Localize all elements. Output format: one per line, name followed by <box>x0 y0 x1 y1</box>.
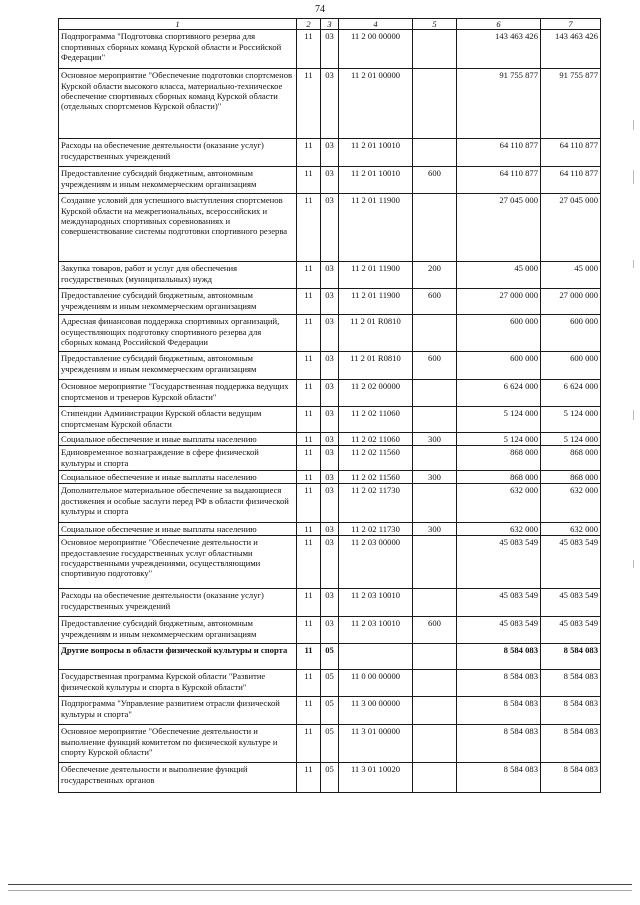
expense-type-code: 200 <box>413 262 457 289</box>
row-name: Закупка товаров, работ и услуг для обеспечения государственных (муниципальных) нужд <box>59 262 297 289</box>
table-row <box>59 167 601 194</box>
amount-col-6: 45 083 549 <box>457 536 541 589</box>
section-code: 11 <box>297 139 321 167</box>
row-name: Адресная финансовая поддержка спортивных организаций, осуществляющих подготовку спортивного резерва для сборных команд Российской Федерации <box>59 315 297 352</box>
column-header: 5 <box>413 19 457 30</box>
amount-col-6: 27 000 000 <box>457 289 541 315</box>
table-row <box>59 380 601 407</box>
target-article-code: 11 2 02 11730 <box>339 484 413 523</box>
amount-col-6: 143 463 426 <box>457 30 541 69</box>
amount-col-7: 600 000 <box>541 352 601 380</box>
scan-mark <box>633 260 634 268</box>
target-article-code: 11 2 03 10010 <box>339 589 413 617</box>
column-header: 2 <box>297 19 321 30</box>
section-code: 11 <box>297 644 321 670</box>
subsection-code: 03 <box>321 139 339 167</box>
row-name: Обеспечение деятельности и выполнение функций государственных органов <box>59 763 297 793</box>
section-code: 11 <box>297 433 321 446</box>
target-article-code: 11 2 01 00000 <box>339 69 413 139</box>
target-article-code: 11 2 01 10010 <box>339 167 413 194</box>
amount-col-7: 27 000 000 <box>541 289 601 315</box>
expense-type-code <box>413 69 457 139</box>
expense-type-code <box>413 670 457 697</box>
amount-col-7: 5 124 000 <box>541 407 601 433</box>
target-article-code: 11 2 01 11900 <box>339 289 413 315</box>
table-row <box>59 315 601 352</box>
target-article-code: 11 2 02 11730 <box>339 523 413 536</box>
subsection-code: 03 <box>321 446 339 471</box>
amount-col-7: 45 083 549 <box>541 617 601 644</box>
amount-col-6: 868 000 <box>457 471 541 484</box>
amount-col-6: 8 584 083 <box>457 725 541 763</box>
section-code: 11 <box>297 194 321 262</box>
row-name: Основное мероприятие "Обеспечение деятельности и предоставление государственных услуг областными государственными учреждениями, осуществляющими спортивную подготовку" <box>59 536 297 589</box>
target-article-code: 11 2 01 R0810 <box>339 352 413 380</box>
amount-col-6: 45 083 549 <box>457 589 541 617</box>
expense-type-code <box>413 536 457 589</box>
section-code: 11 <box>297 407 321 433</box>
section-code: 11 <box>297 697 321 725</box>
target-article-code: 11 3 00 00000 <box>339 697 413 725</box>
subsection-code: 03 <box>321 380 339 407</box>
subsection-code: 05 <box>321 725 339 763</box>
page-bottom-rule <box>8 884 632 885</box>
expense-type-code: 600 <box>413 617 457 644</box>
expense-type-code: 600 <box>413 289 457 315</box>
section-code: 11 <box>297 69 321 139</box>
amount-col-6: 91 755 877 <box>457 69 541 139</box>
subsection-code: 05 <box>321 644 339 670</box>
section-code: 11 <box>297 523 321 536</box>
section-code: 11 <box>297 30 321 69</box>
column-header: 6 <box>457 19 541 30</box>
row-name: Другие вопросы в области физической культуры и спорта <box>59 644 297 670</box>
row-name: Основное мероприятие "Государственная поддержка ведущих спортсменов и тренеров Курской области" <box>59 380 297 407</box>
amount-col-6: 64 110 877 <box>457 139 541 167</box>
subsection-code: 03 <box>321 407 339 433</box>
table-row <box>59 352 601 380</box>
table-row <box>59 589 601 617</box>
subsection-code: 03 <box>321 315 339 352</box>
target-article-code: 11 2 01 11900 <box>339 194 413 262</box>
expense-type-code <box>413 315 457 352</box>
row-name: Основное мероприятие "Обеспечение подготовки спортсменов Курской области высокого класса, материально-техническое обеспечение спортивных сборных команд Курской области (отдельных спортсменов Курской области)" <box>59 69 297 139</box>
row-name: Основное мероприятие "Обеспечение деятельности и выполнение функций комитетом по физической культуре и спорту Курской области" <box>59 725 297 763</box>
scan-mark <box>633 560 634 568</box>
subsection-code: 03 <box>321 484 339 523</box>
subsection-code: 03 <box>321 289 339 315</box>
target-article-code: 11 3 01 00000 <box>339 725 413 763</box>
table-row <box>59 30 601 69</box>
amount-col-6: 45 000 <box>457 262 541 289</box>
amount-col-7: 868 000 <box>541 446 601 471</box>
expense-type-code <box>413 30 457 69</box>
amount-col-6: 45 083 549 <box>457 617 541 644</box>
section-code: 11 <box>297 484 321 523</box>
row-name: Единовременное вознаграждение в сфере физической культуры и спорта <box>59 446 297 471</box>
subsection-code: 03 <box>321 69 339 139</box>
subsection-code: 03 <box>321 352 339 380</box>
column-header: 3 <box>321 19 339 30</box>
table-row <box>59 670 601 697</box>
section-code: 11 <box>297 289 321 315</box>
row-name: Дополнительное материальное обеспечение за выдающиеся достижения и особые заслуги перед РФ в области физической культуры и спорта <box>59 484 297 523</box>
amount-col-7: 600 000 <box>541 315 601 352</box>
table-row <box>59 262 601 289</box>
subsection-code: 05 <box>321 763 339 793</box>
amount-col-7: 8 584 083 <box>541 763 601 793</box>
expense-type-code <box>413 380 457 407</box>
subsection-code: 03 <box>321 262 339 289</box>
section-code: 11 <box>297 471 321 484</box>
section-code: 11 <box>297 167 321 194</box>
expense-type-code <box>413 484 457 523</box>
table-row <box>59 763 601 793</box>
table-row <box>59 617 601 644</box>
amount-col-6: 632 000 <box>457 484 541 523</box>
budget-table <box>58 18 601 793</box>
expense-type-code: 300 <box>413 523 457 536</box>
amount-col-6: 27 045 000 <box>457 194 541 262</box>
target-article-code <box>339 644 413 670</box>
column-number-row <box>59 19 601 30</box>
row-name: Создание условий для успешного выступления спортсменов Курской области на межрегиональных, всероссийских и международных спортивных соревнованиях и совершенствование системы подготовки спортивного резерва <box>59 194 297 262</box>
page-bottom-rule <box>8 890 632 891</box>
amount-col-7: 64 110 877 <box>541 167 601 194</box>
row-name: Расходы на обеспечение деятельности (оказание услуг) государственных учреждений <box>59 139 297 167</box>
table-row <box>59 139 601 167</box>
amount-col-6: 64 110 877 <box>457 167 541 194</box>
subsection-code: 05 <box>321 670 339 697</box>
table-row <box>59 536 601 589</box>
target-article-code: 11 3 01 10020 <box>339 763 413 793</box>
section-code: 11 <box>297 617 321 644</box>
column-header: 7 <box>541 19 601 30</box>
row-name: Предоставление субсидий бюджетным, автономным учреждениям и иным некоммерческим организациям <box>59 352 297 380</box>
amount-col-6: 632 000 <box>457 523 541 536</box>
subsection-code: 05 <box>321 697 339 725</box>
target-article-code: 11 0 00 00000 <box>339 670 413 697</box>
target-article-code: 11 2 01 10010 <box>339 139 413 167</box>
amount-col-7: 8 584 083 <box>541 644 601 670</box>
table-row <box>59 697 601 725</box>
table-row <box>59 644 601 670</box>
amount-col-7: 8 584 083 <box>541 670 601 697</box>
row-name: Социальное обеспечение и иные выплаты населению <box>59 471 297 484</box>
scan-mark <box>633 120 634 130</box>
table-row <box>59 484 601 523</box>
expense-type-code <box>413 697 457 725</box>
section-code: 11 <box>297 589 321 617</box>
column-header: 1 <box>59 19 297 30</box>
expense-type-code <box>413 446 457 471</box>
amount-col-7: 8 584 083 <box>541 697 601 725</box>
expense-type-code <box>413 725 457 763</box>
amount-col-6: 8 584 083 <box>457 763 541 793</box>
target-article-code: 11 2 01 R0810 <box>339 315 413 352</box>
subsection-code: 03 <box>321 589 339 617</box>
amount-col-6: 600 000 <box>457 315 541 352</box>
amount-col-6: 868 000 <box>457 446 541 471</box>
row-name: Социальное обеспечение и иные выплаты населению <box>59 433 297 446</box>
target-article-code: 11 2 01 11900 <box>339 262 413 289</box>
target-article-code: 11 2 02 11060 <box>339 433 413 446</box>
row-name: Подпрограмма "Управление развитием отрасли физической культуры и спорта" <box>59 697 297 725</box>
amount-col-6: 600 000 <box>457 352 541 380</box>
section-code: 11 <box>297 725 321 763</box>
expense-type-code <box>413 644 457 670</box>
scan-mark <box>633 170 634 184</box>
amount-col-7: 45 083 549 <box>541 589 601 617</box>
scan-mark <box>633 410 634 420</box>
section-code: 11 <box>297 446 321 471</box>
target-article-code: 11 2 03 10010 <box>339 617 413 644</box>
subsection-code: 03 <box>321 536 339 589</box>
target-article-code: 11 2 03 00000 <box>339 536 413 589</box>
amount-col-7: 143 463 426 <box>541 30 601 69</box>
row-name: Социальное обеспечение и иные выплаты населению <box>59 523 297 536</box>
row-name: Расходы на обеспечение деятельности (оказание услуг) государственных учреждений <box>59 589 297 617</box>
target-article-code: 11 2 02 00000 <box>339 380 413 407</box>
subsection-code: 03 <box>321 194 339 262</box>
column-header: 4 <box>339 19 413 30</box>
amount-col-7: 45 083 549 <box>541 536 601 589</box>
target-article-code: 11 2 02 11060 <box>339 407 413 433</box>
subsection-code: 03 <box>321 30 339 69</box>
table-row <box>59 289 601 315</box>
amount-col-6: 8 584 083 <box>457 697 541 725</box>
row-name: Стипендии Администрации Курской области ведущим спортсменам Курской области <box>59 407 297 433</box>
section-code: 11 <box>297 315 321 352</box>
amount-col-6: 5 124 000 <box>457 407 541 433</box>
row-name: Предоставление субсидий бюджетным, автономным учреждениям и иным некоммерческим организациям <box>59 167 297 194</box>
subsection-code: 03 <box>321 433 339 446</box>
expense-type-code: 600 <box>413 352 457 380</box>
target-article-code: 11 2 02 11560 <box>339 446 413 471</box>
expense-type-code: 300 <box>413 433 457 446</box>
table-row <box>59 725 601 763</box>
expense-type-code <box>413 763 457 793</box>
table-row <box>59 471 601 484</box>
section-code: 11 <box>297 352 321 380</box>
subsection-code: 03 <box>321 617 339 644</box>
subsection-code: 03 <box>321 523 339 536</box>
expense-type-code: 600 <box>413 167 457 194</box>
table-row <box>59 407 601 433</box>
amount-col-7: 868 000 <box>541 471 601 484</box>
table-row <box>59 69 601 139</box>
subsection-code: 03 <box>321 167 339 194</box>
expense-type-code <box>413 407 457 433</box>
amount-col-6: 8 584 083 <box>457 644 541 670</box>
amount-col-7: 632 000 <box>541 484 601 523</box>
amount-col-6: 8 584 083 <box>457 670 541 697</box>
amount-col-7: 5 124 000 <box>541 433 601 446</box>
section-code: 11 <box>297 763 321 793</box>
amount-col-7: 91 755 877 <box>541 69 601 139</box>
row-name: Государственная программа Курской области "Развитие физической культуры и спорта в Курской области" <box>59 670 297 697</box>
section-code: 11 <box>297 670 321 697</box>
expense-type-code <box>413 139 457 167</box>
page-number: 74 <box>315 4 325 15</box>
section-code: 11 <box>297 380 321 407</box>
expense-type-code <box>413 194 457 262</box>
target-article-code: 11 2 02 11560 <box>339 471 413 484</box>
expense-type-code <box>413 589 457 617</box>
amount-col-7: 8 584 083 <box>541 725 601 763</box>
amount-col-7: 45 000 <box>541 262 601 289</box>
subsection-code: 03 <box>321 471 339 484</box>
table-row <box>59 433 601 446</box>
target-article-code: 11 2 00 00000 <box>339 30 413 69</box>
row-name: Предоставление субсидий бюджетным, автономным учреждениям и иным некоммерческим организациям <box>59 289 297 315</box>
table-row <box>59 194 601 262</box>
amount-col-7: 6 624 000 <box>541 380 601 407</box>
amount-col-6: 5 124 000 <box>457 433 541 446</box>
expense-type-code: 300 <box>413 471 457 484</box>
amount-col-6: 6 624 000 <box>457 380 541 407</box>
section-code: 11 <box>297 536 321 589</box>
table-row <box>59 523 601 536</box>
row-name: Подпрограмма "Подготовка спортивного резерва для спортивных сборных команд Курской области и Российской Федерации" <box>59 30 297 69</box>
amount-col-7: 64 110 877 <box>541 139 601 167</box>
row-name: Предоставление субсидий бюджетным, автономным учреждениям и иным некоммерческим организациям <box>59 617 297 644</box>
section-code: 11 <box>297 262 321 289</box>
table-row <box>59 446 601 471</box>
amount-col-7: 632 000 <box>541 523 601 536</box>
amount-col-7: 27 045 000 <box>541 194 601 262</box>
